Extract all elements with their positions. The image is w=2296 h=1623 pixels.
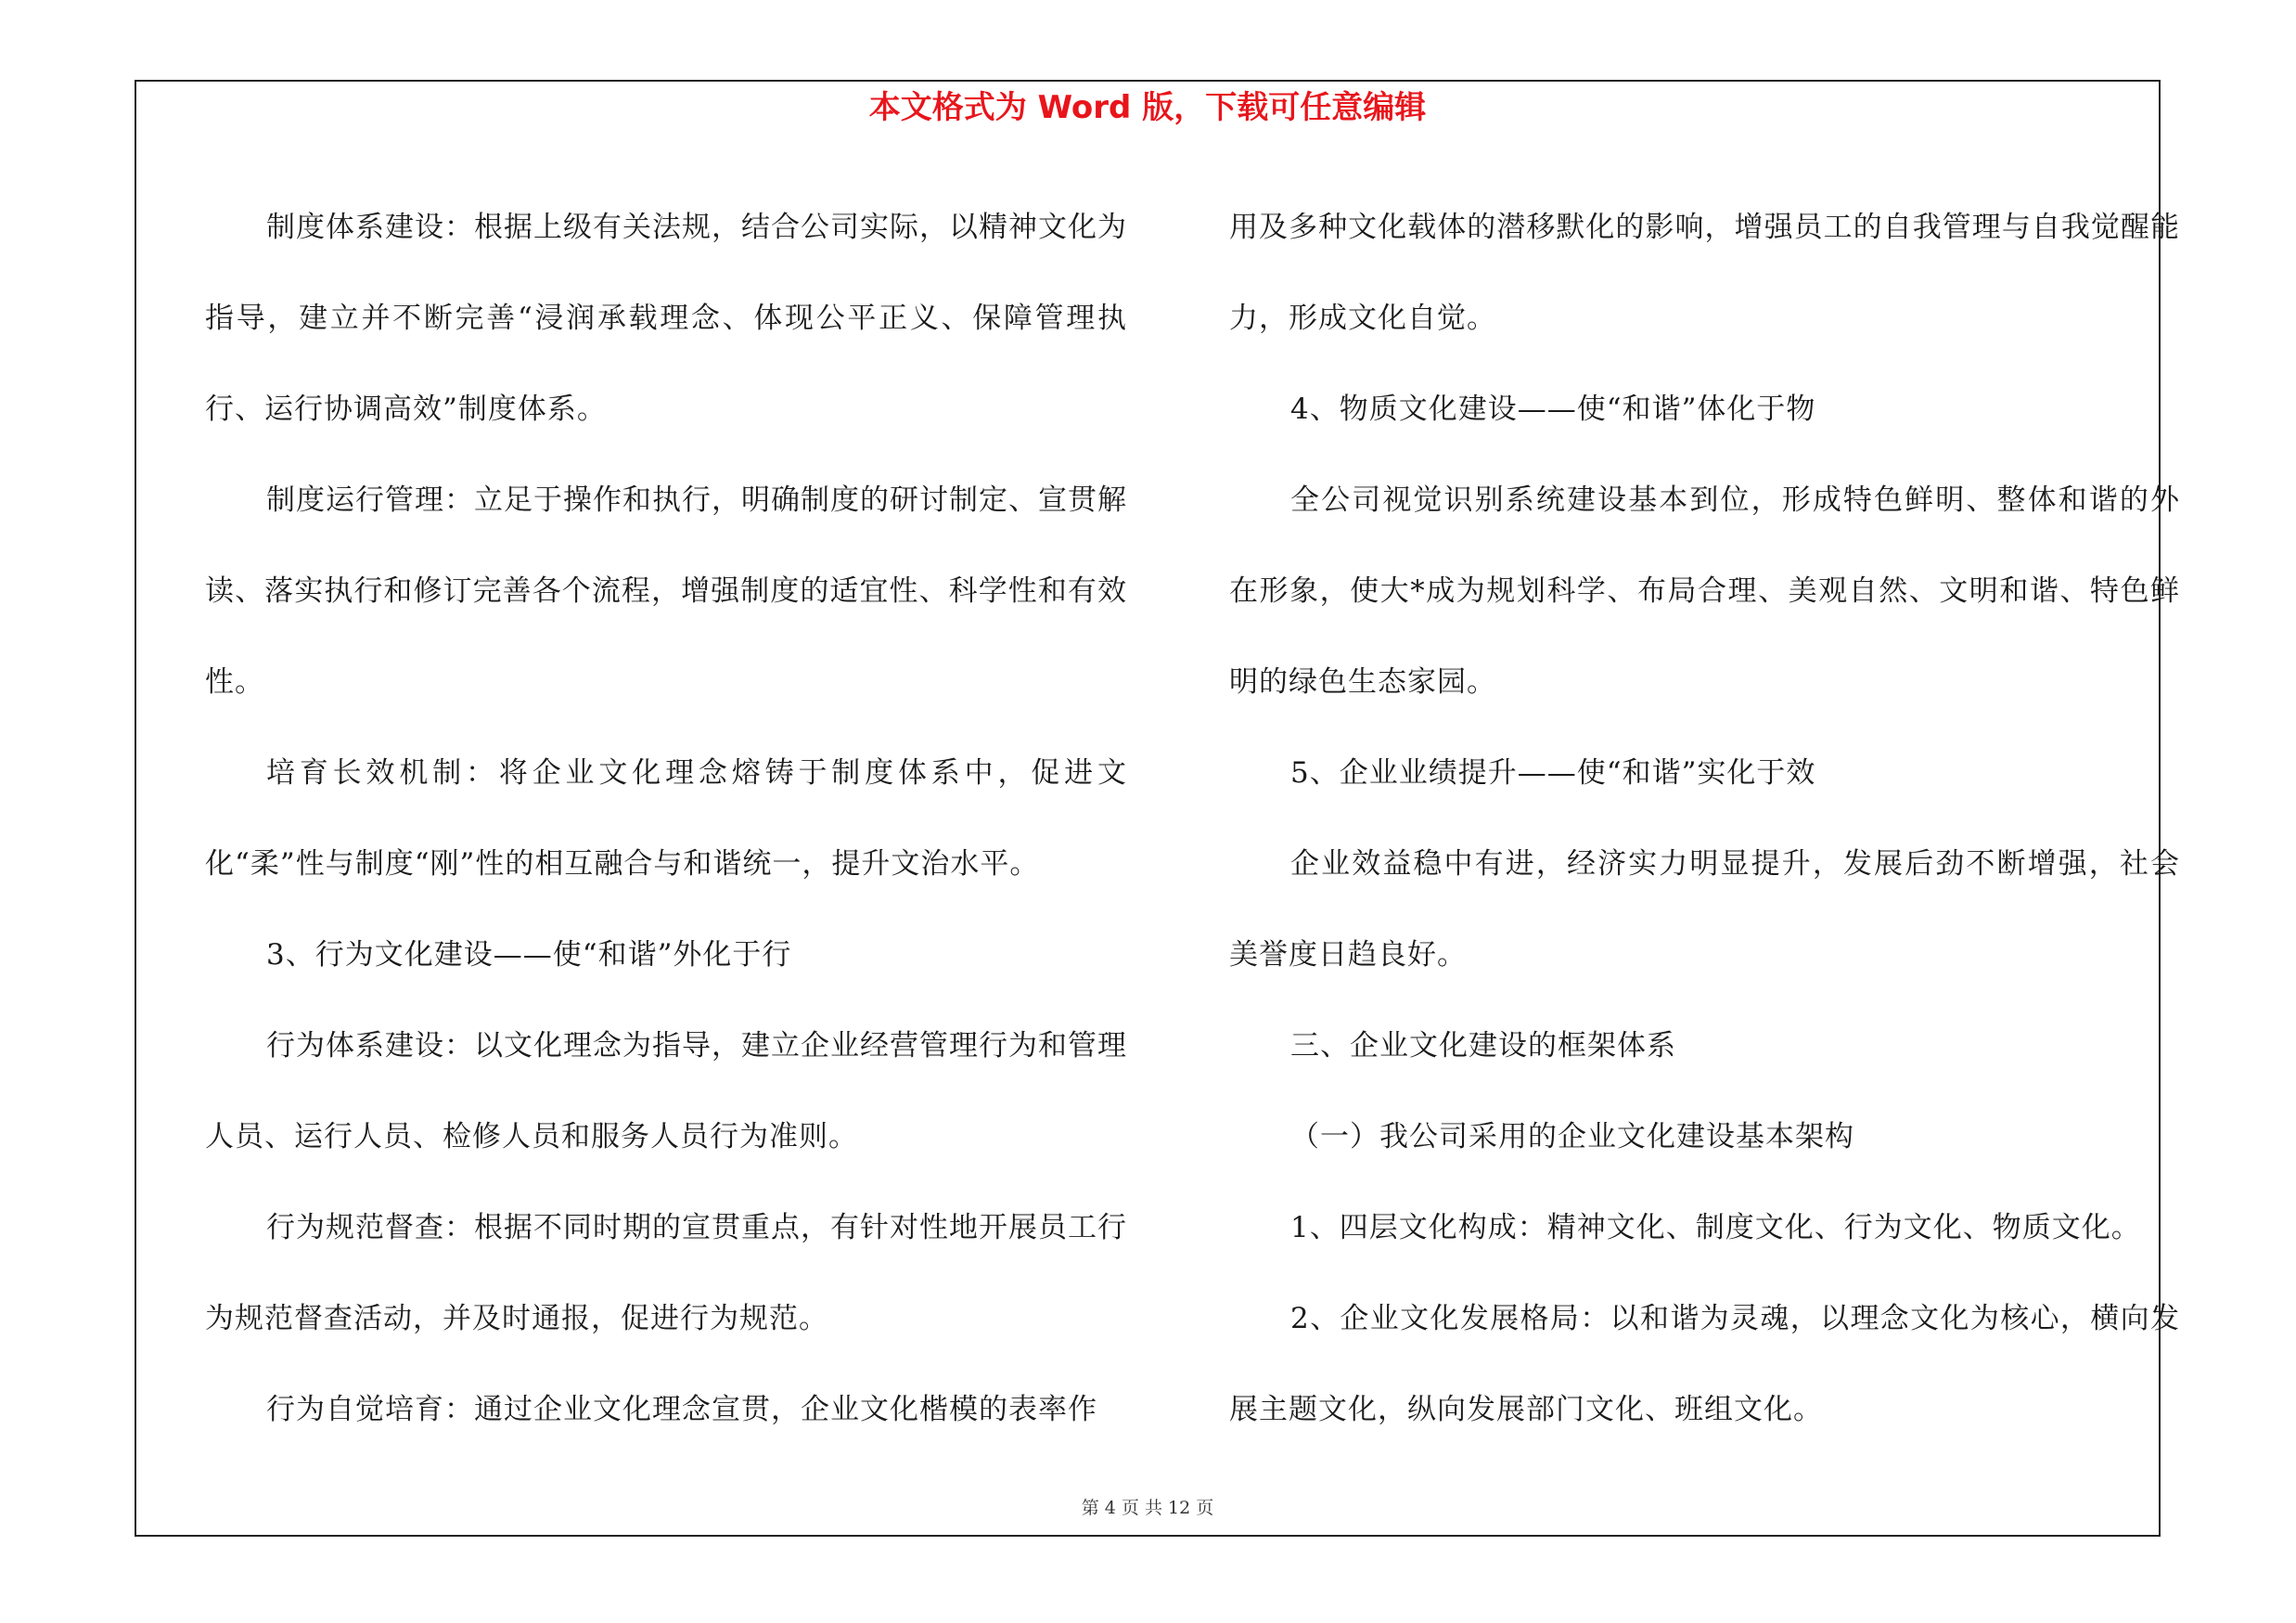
paragraph-system-building: 制度体系建设：根据上级有关法规，结合公司实际，以精神文化为指导，建立并不断完善“浸润承载理念、体现公平正义、保障管理执行、运行协调高效”制度体系。	[205, 211, 1127, 426]
heading-framework: 三、企业文化建设的框架体系	[1290, 1029, 1676, 1063]
paragraph-performance: 企业效益稳中有进，经济实力明显提升，发展后劲不断增强，社会美誉度日趋良好。	[1229, 847, 2180, 972]
paragraph-behavior-supervision: 行为规范督查：根据不同时期的宣贯重点，有针对性地开展员工行为规范督查活动，并及时通报，促进行为规范。	[205, 1211, 1127, 1335]
heading-performance: 5、企业业绩提升——使“和谐”实化于效	[1290, 756, 1816, 790]
list-item-development-pattern: 2、企业文化发展格局：以和谐为灵魂，以理念文化为核心，横向发展主题文化，纵向发展部门文化、班组文化。	[1229, 1302, 2180, 1426]
page-number: 第 4 页 共 12 页	[1081, 1498, 1214, 1518]
heading-behavior-culture: 3、行为文化建设——使“和谐”外化于行	[266, 938, 792, 972]
right-text-column	[1229, 182, 2180, 1455]
word-format-banner: 本文格式为 Word 版，下载可任意编辑	[868, 89, 1427, 126]
paragraph-behavior-cultivation: 行为自觉培育：通过企业文化理念宣贯，企业文化楷模的表率作	[266, 1393, 1097, 1426]
paragraph-behavior-cultivation-cont: 用及多种文化载体的潜移默化的影响，增强员工的自我管理与自我觉醒能力，形成文化自觉。	[1229, 211, 2180, 335]
paragraph-visual-identity: 全公司视觉识别系统建设基本到位，形成特色鲜明、整体和谐的外在形象，使大*成为规划科学、布局合理、美观自然、文明和谐、特色鲜明的绿色生态家园。	[1229, 483, 2180, 699]
heading-material-culture: 4、物质文化建设——使“和谐”体化于物	[1290, 393, 1816, 426]
paragraph-system-operation: 制度运行管理：立足于操作和执行，明确制度的研讨制定、宣贯解读、落实执行和修订完善各个流程，增强制度的适宜性、科学性和有效性。	[205, 483, 1127, 699]
heading-basic-structure: （一）我公司采用的企业文化建设基本架构	[1290, 1120, 1854, 1153]
paragraph-long-term-mechanism: 培育长效机制：将企业文化理念熔铸于制度体系中，促进文化“柔”性与制度“刚”性的相互融合与和谐统一，提升文治水平。	[205, 756, 1127, 881]
list-item-four-layers: 1、四层文化构成：精神文化、制度文化、行为文化、物质文化。	[1290, 1211, 2141, 1244]
paragraph-behavior-system: 行为体系建设：以文化理念为指导，建立企业经营管理行为和管理人员、运行人员、检修人员和服务人员行为准则。	[205, 1029, 1127, 1153]
left-text-column	[205, 182, 1127, 1455]
